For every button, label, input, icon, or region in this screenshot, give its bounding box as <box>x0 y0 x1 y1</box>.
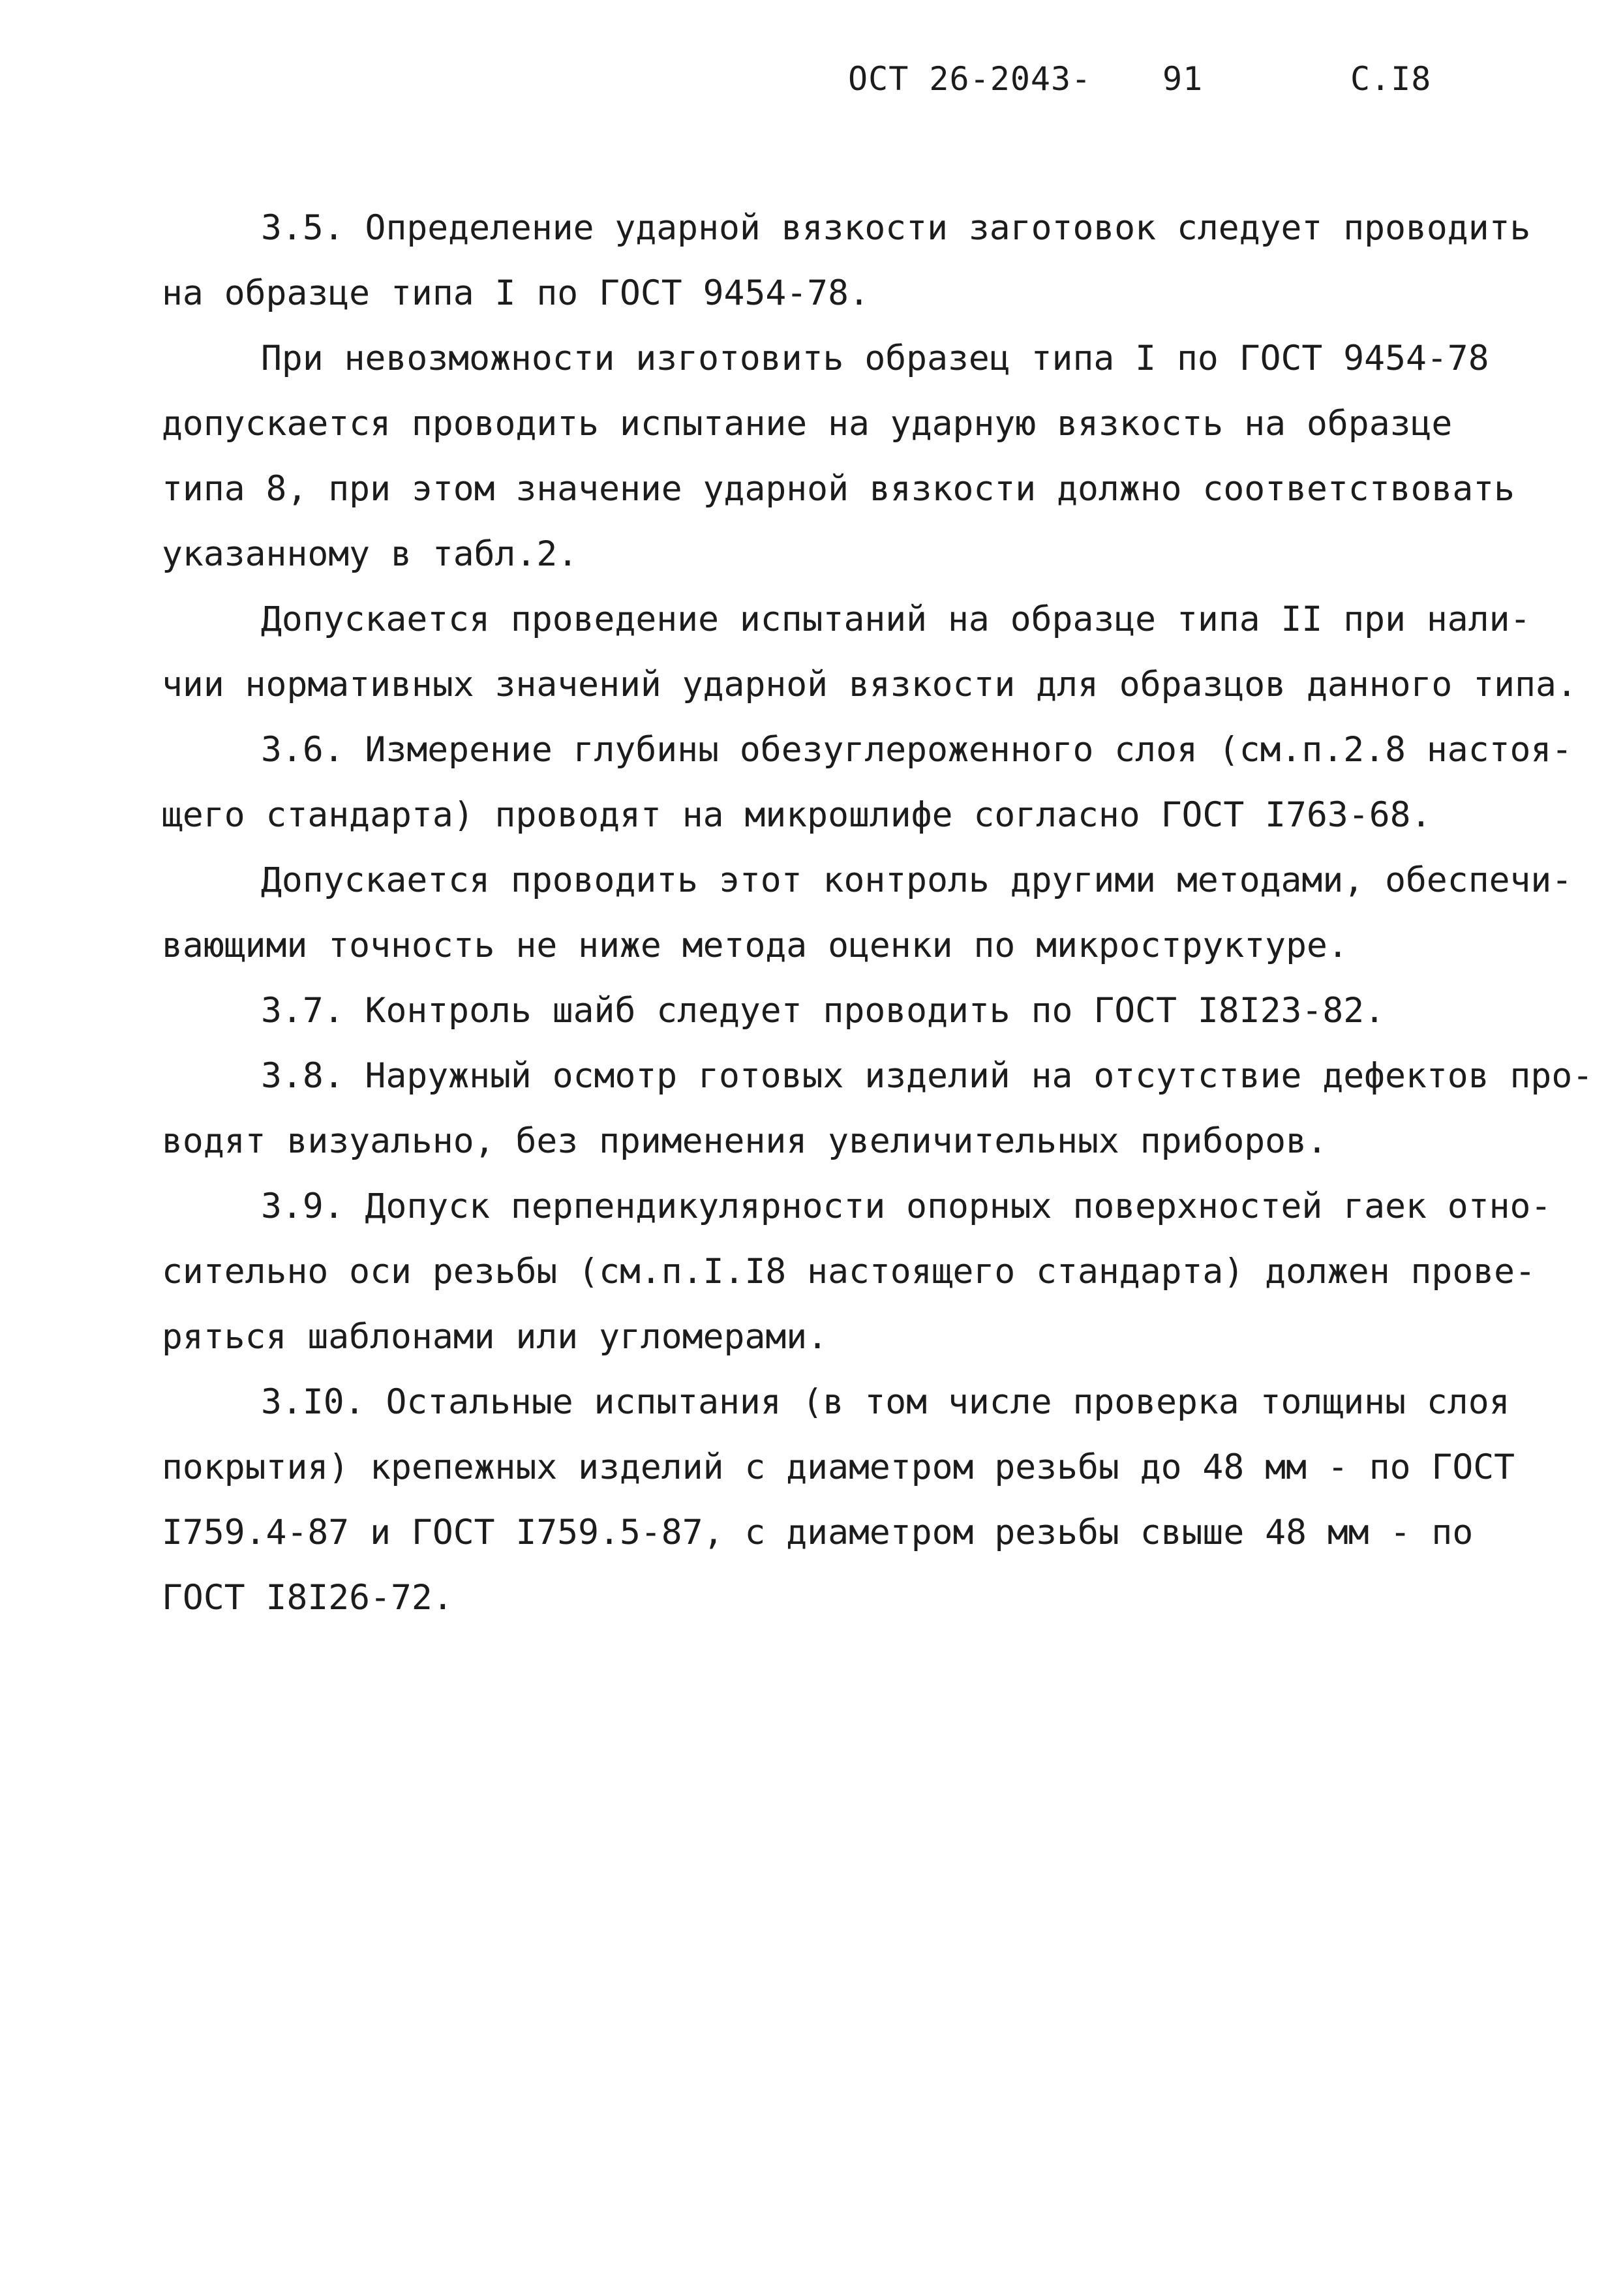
text-line: водят визуально, без применения увеличительных приборов. <box>162 1121 1327 1161</box>
text-line: I759.4-87 и ГОСТ I759.5-87, с диаметром резьбы свыше 48 мм - по <box>162 1513 1474 1552</box>
document-number: ОСТ 26-2043- <box>848 60 1092 98</box>
text-line: типа 8, при этом значение ударной вязкости должно соответствовать <box>162 469 1515 509</box>
text-line: щего стандарта) проводят на микрошлифе согласно ГОСТ I763-68. <box>162 795 1432 835</box>
text-line: покрытия) крепежных изделий с диаметром резьбы до 48 мм - по ГОСТ <box>162 1447 1515 1487</box>
text-line: 3.8. Наружный осмотр готовых изделий на отсутствие дефектов про- <box>261 1056 1594 1096</box>
text-line: Допускается проведение испытаний на образце типа II при нали- <box>261 599 1531 639</box>
text-line: 3.I0. Остальные испытания (в том числе проверка толщины слоя <box>261 1382 1510 1422</box>
text-line: указанному в табл.2. <box>162 534 579 574</box>
text-line: допускается проводить испытание на ударную вязкость на образце <box>162 404 1453 444</box>
page-header <box>848 60 1448 112</box>
text-line: 3.9. Допуск перпендикулярности опорных поверхностей гаек отно- <box>261 1186 1552 1226</box>
text-line: Допускается проводить этот контроль другими методами, обеспечи- <box>261 860 1573 900</box>
text-line: ГОСТ I8I26-72. <box>162 1578 453 1618</box>
document-year: 91 <box>1162 60 1204 98</box>
text-line: вающими точность не ниже метода оценки по микроструктуре. <box>162 926 1348 965</box>
text-line: ряться шаблонами или угломерами. <box>162 1317 828 1357</box>
text-line: чии нормативных значений ударной вязкости для образцов данного типа. <box>162 665 1577 704</box>
body-text <box>162 196 1594 1631</box>
text-line: на образце типа I по ГОСТ 9454-78. <box>162 273 870 313</box>
text-line: 3.6. Измерение глубины обезуглероженного слоя (см.п.2.8 настоя- <box>261 730 1573 770</box>
text-line: 3.7. Контроль шайб следует проводить по ГОСТ I8I23-82. <box>261 991 1386 1031</box>
text-line: сительно оси резьбы (см.п.I.I8 настоящего стандарта) должен прове- <box>162 1252 1536 1292</box>
text-line: При невозможности изготовить образец типа I по ГОСТ 9454-78 <box>261 339 1489 378</box>
text-line: 3.5. Определение ударной вязкости заготовок следует проводить <box>261 208 1531 248</box>
page-number: С.I8 <box>1350 60 1432 98</box>
